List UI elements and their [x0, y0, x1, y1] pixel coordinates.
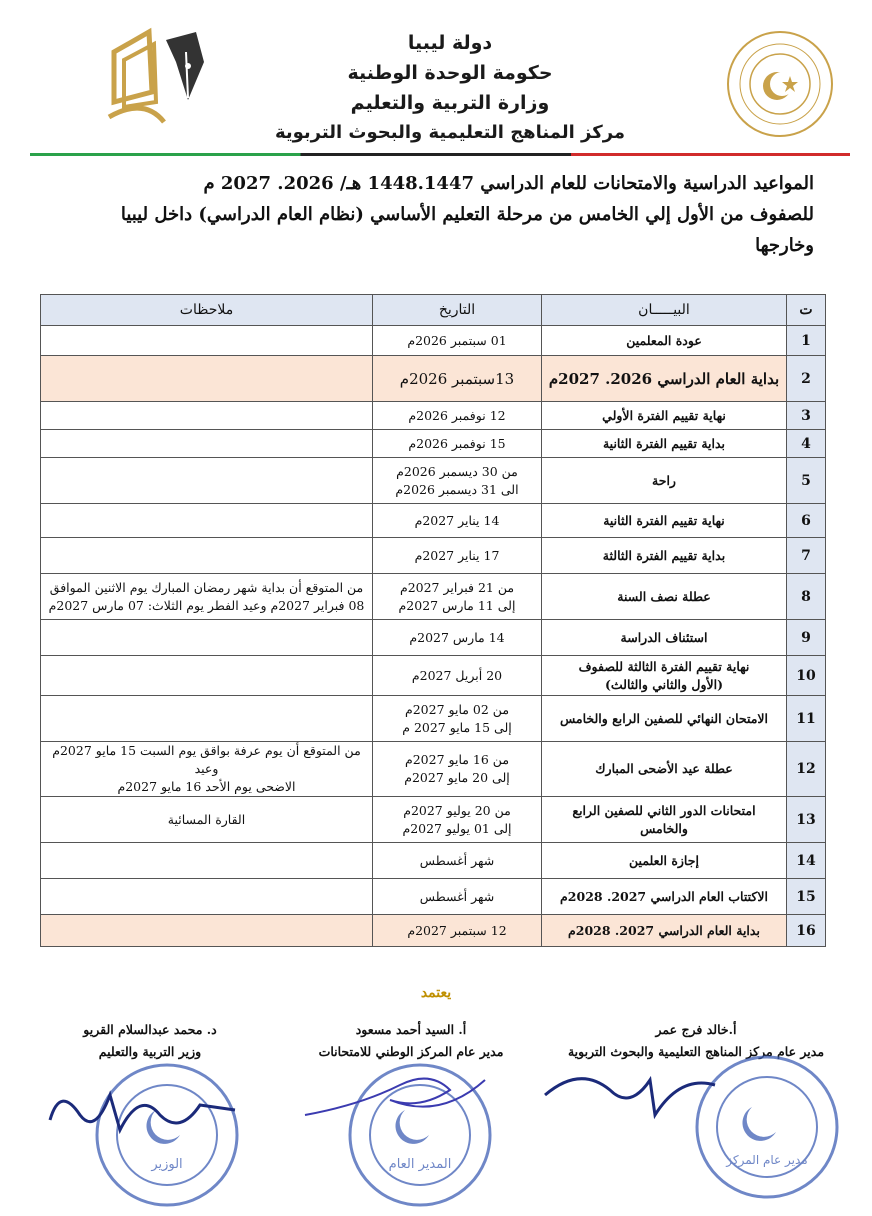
table-row	[41, 696, 826, 742]
row-note	[41, 879, 373, 915]
row-number: 12	[787, 742, 826, 797]
row-event	[542, 797, 787, 843]
row-date-line: 14 مارس 2027م	[409, 629, 505, 645]
row-number: 16	[787, 915, 826, 947]
table-row	[41, 538, 826, 574]
header-statement: البيـــــان	[542, 295, 787, 326]
handwritten-signature-icon	[540, 1055, 720, 1125]
row-note	[41, 402, 373, 430]
row-note	[41, 696, 373, 742]
row-date-line: الى 31 ديسمبر 2026م	[395, 481, 519, 497]
row-number: 4	[787, 430, 826, 458]
row-event-line: عطلة عيد الأضحى المبارك	[595, 761, 733, 776]
table-row	[41, 326, 826, 356]
title-line: وخارجها	[755, 235, 814, 256]
title-line: المواعيد الدراسية والامتحانات للعام الدراسي 1448.1447 هـ/ 2026. 2027 م	[203, 173, 814, 194]
table-row	[41, 574, 826, 620]
title-line: للصفوف من الأول إلي الخامس من مرحلة التعليم الأساسي (نظام العام الدراسي) داخل ليبيا	[120, 204, 814, 225]
stamp-text: الوزير	[151, 1157, 183, 1172]
row-date-line: من 16 مايو 2027م	[404, 752, 510, 767]
row-date-line: 20 أبريل 2027م	[411, 667, 503, 683]
row-event	[542, 696, 787, 742]
row-event-line: نهاية تقييم الفترة الثالثة للصفوف	[578, 658, 750, 674]
row-date	[373, 879, 542, 915]
row-note-line: من المتوقع أن يوم عرفة بواقق يوم السبت 15 مايو 2027م وعيد	[52, 743, 361, 776]
header-line-ministry: وزارة التربية والتعليم	[350, 92, 550, 114]
row-event-line: بداية تقييم الفترة الثالثة	[602, 547, 726, 563]
signatory-name: د. محمد عبدالسلام القريو	[83, 1022, 217, 1037]
header-number: ت	[787, 295, 826, 326]
row-event	[542, 843, 787, 879]
header-date: التاريخ	[373, 295, 542, 326]
row-event	[542, 742, 787, 797]
row-note	[41, 620, 373, 656]
row-number: 10	[787, 656, 826, 696]
row-number: 2	[787, 356, 826, 402]
row-number: 6	[787, 504, 826, 538]
row-number: 5	[787, 458, 826, 504]
row-note	[41, 538, 373, 574]
row-event	[542, 356, 787, 402]
row-event	[542, 538, 787, 574]
row-number: 15	[787, 879, 826, 915]
row-date-line: 01 سبتمبر 2026م	[407, 332, 507, 348]
row-event-line: الاكتتاب العام الدراسي 2027. 2028م	[560, 888, 768, 904]
row-event	[542, 326, 787, 356]
signatory-minister	[30, 1019, 270, 1063]
table-row	[41, 504, 826, 538]
document-title	[54, 168, 814, 261]
row-date-line: 12 سبتمبر 2027م	[407, 922, 507, 938]
row-date	[373, 356, 542, 402]
row-number: 3	[787, 402, 826, 430]
row-date-line: 15 نوفمبر 2026م	[408, 435, 506, 451]
row-event-line: عطلة نصف السنة	[617, 588, 711, 604]
row-date-line: إلى 01 يوليو 2027م	[402, 820, 512, 836]
row-date-line: من 20 يوليو 2027م	[403, 802, 511, 818]
table-row	[41, 430, 826, 458]
row-date-line: شهر أغسطس	[419, 852, 495, 868]
handwritten-signature-icon	[300, 1060, 490, 1130]
stamp-text: المدير العام	[388, 1157, 452, 1172]
row-event-line: (الأول والثاني والثالث)	[604, 676, 724, 692]
row-note-line: 08 فبراير 2027م وعيد الفطر يوم الثلاث: 07 مارس 2027م	[48, 597, 365, 613]
signatory-name: أ.خالد فرج عمر	[655, 1022, 737, 1037]
row-date-line: شهر أغسطس	[419, 888, 495, 904]
table-row	[41, 656, 826, 696]
curriculum-center-logo-icon	[104, 22, 224, 132]
row-date-line: من 02 مايو 2027م	[404, 701, 510, 717]
row-date	[373, 574, 542, 620]
row-date	[373, 915, 542, 947]
table-row	[41, 843, 826, 879]
row-note	[41, 656, 373, 696]
row-event	[542, 620, 787, 656]
row-number: 13	[787, 797, 826, 843]
row-date	[373, 402, 542, 430]
row-date-line: إلى 20 مايو 2027م	[404, 770, 510, 785]
row-event-line: استئناف الدراسة	[620, 629, 708, 645]
libya-state-emblem-icon	[724, 28, 836, 140]
row-event	[542, 458, 787, 504]
header-line-state: دولة ليبيا	[407, 32, 493, 54]
row-note	[41, 915, 373, 947]
row-event	[542, 879, 787, 915]
schedule-rows	[41, 326, 826, 947]
schedule-table	[40, 294, 826, 947]
row-number: 8	[787, 574, 826, 620]
row-date	[373, 620, 542, 656]
row-date	[373, 538, 542, 574]
signatory-title: مدير عام المركز الوطني للامتحانات	[318, 1044, 504, 1059]
row-event-line: بداية العام الدراسي 2026. 2027م	[548, 369, 780, 388]
stamp-text: مدير عام المركز	[726, 1153, 808, 1167]
ministry-header	[250, 28, 650, 148]
row-date-line: 14 يناير 2027م	[414, 512, 500, 528]
row-number: 9	[787, 620, 826, 656]
table-row	[41, 458, 826, 504]
handwritten-signature-icon	[40, 1075, 240, 1145]
table-row	[41, 402, 826, 430]
row-date	[373, 326, 542, 356]
row-number: 11	[787, 696, 826, 742]
row-date	[373, 797, 542, 843]
row-date	[373, 656, 542, 696]
header-line-center: مركز المناهج التعليمية والبحوث التربوية	[274, 122, 626, 143]
table-row	[41, 915, 826, 947]
signatory-exams-director	[286, 1019, 536, 1063]
row-event-line: نهاية تقييم الفترة الثانية	[603, 512, 725, 528]
table-row	[41, 879, 826, 915]
row-note	[41, 574, 373, 620]
row-note-line: القارة المسائية	[167, 811, 246, 827]
row-note	[41, 797, 373, 843]
row-date	[373, 843, 542, 879]
row-event	[542, 915, 787, 947]
row-number: 7	[787, 538, 826, 574]
flag-color-divider	[30, 153, 850, 156]
signatory-name: أ. السيد أحمد مسعود	[355, 1022, 467, 1037]
row-date	[373, 696, 542, 742]
approval-label: يعتمد	[420, 985, 452, 1001]
table-row	[41, 742, 826, 797]
row-note	[41, 843, 373, 879]
row-event	[542, 402, 787, 430]
row-event-line: عودة المعلمين	[626, 332, 702, 348]
header-notes: ملاحظات	[41, 295, 373, 326]
row-event-line: والخامس	[640, 820, 688, 836]
row-date-line: إلى 11 مارس 2027م	[398, 597, 516, 613]
row-note	[41, 430, 373, 458]
row-event	[542, 574, 787, 620]
row-event-line: امتحانات الدور الثاني للصفين الرابع	[572, 802, 756, 818]
header-line-government: حكومة الوحدة الوطنية	[347, 62, 553, 84]
row-date-line: من 21 فبراير 2027م	[399, 579, 515, 595]
row-note	[41, 458, 373, 504]
row-date	[373, 458, 542, 504]
row-event-line: إجازة العلمين	[629, 852, 699, 868]
row-event	[542, 430, 787, 458]
row-note	[41, 326, 373, 356]
row-event-line: بداية تقييم الفترة الثانية	[602, 435, 726, 451]
row-date	[373, 430, 542, 458]
row-number: 1	[787, 326, 826, 356]
row-note-line: الاضحى يوم الأحد 16 مايو 2027م	[117, 779, 296, 794]
table-header-row	[41, 295, 826, 326]
row-event	[542, 504, 787, 538]
row-note	[41, 742, 373, 797]
row-date-line: من 30 ديسمبر 2026م	[396, 463, 518, 479]
signatory-title: وزير التربية والتعليم	[98, 1044, 202, 1059]
row-event-line: نهاية تقييم الفترة الأولي	[602, 407, 726, 423]
row-date-line: 12 نوفمبر 2026م	[408, 407, 506, 423]
row-date	[373, 504, 542, 538]
table-row	[41, 620, 826, 656]
row-date-line: إلى 15 مايو 2027 م	[402, 719, 512, 735]
row-event-line: الامتحان النهائي للصفين الرابع والخامس	[559, 710, 769, 726]
row-date	[373, 742, 542, 797]
row-event-line: بداية العام الدراسي 2027. 2028م	[568, 922, 760, 938]
table-row	[41, 797, 826, 843]
row-date-line: 13سبتمبر 2026م	[399, 369, 515, 388]
row-note	[41, 504, 373, 538]
row-event	[542, 656, 787, 696]
row-note	[41, 356, 373, 402]
row-number: 14	[787, 843, 826, 879]
signatory-title: مدير عام مركز المناهج التعليمية والبحوث التربوية	[567, 1044, 825, 1059]
row-date-line: 17 يناير 2027م	[414, 547, 500, 563]
row-event-line: راحة	[652, 472, 676, 488]
table-row	[41, 356, 826, 402]
row-note-line: من المتوقع أن بداية شهر رمضان المبارك يوم الاثنين الموافق	[49, 579, 364, 595]
